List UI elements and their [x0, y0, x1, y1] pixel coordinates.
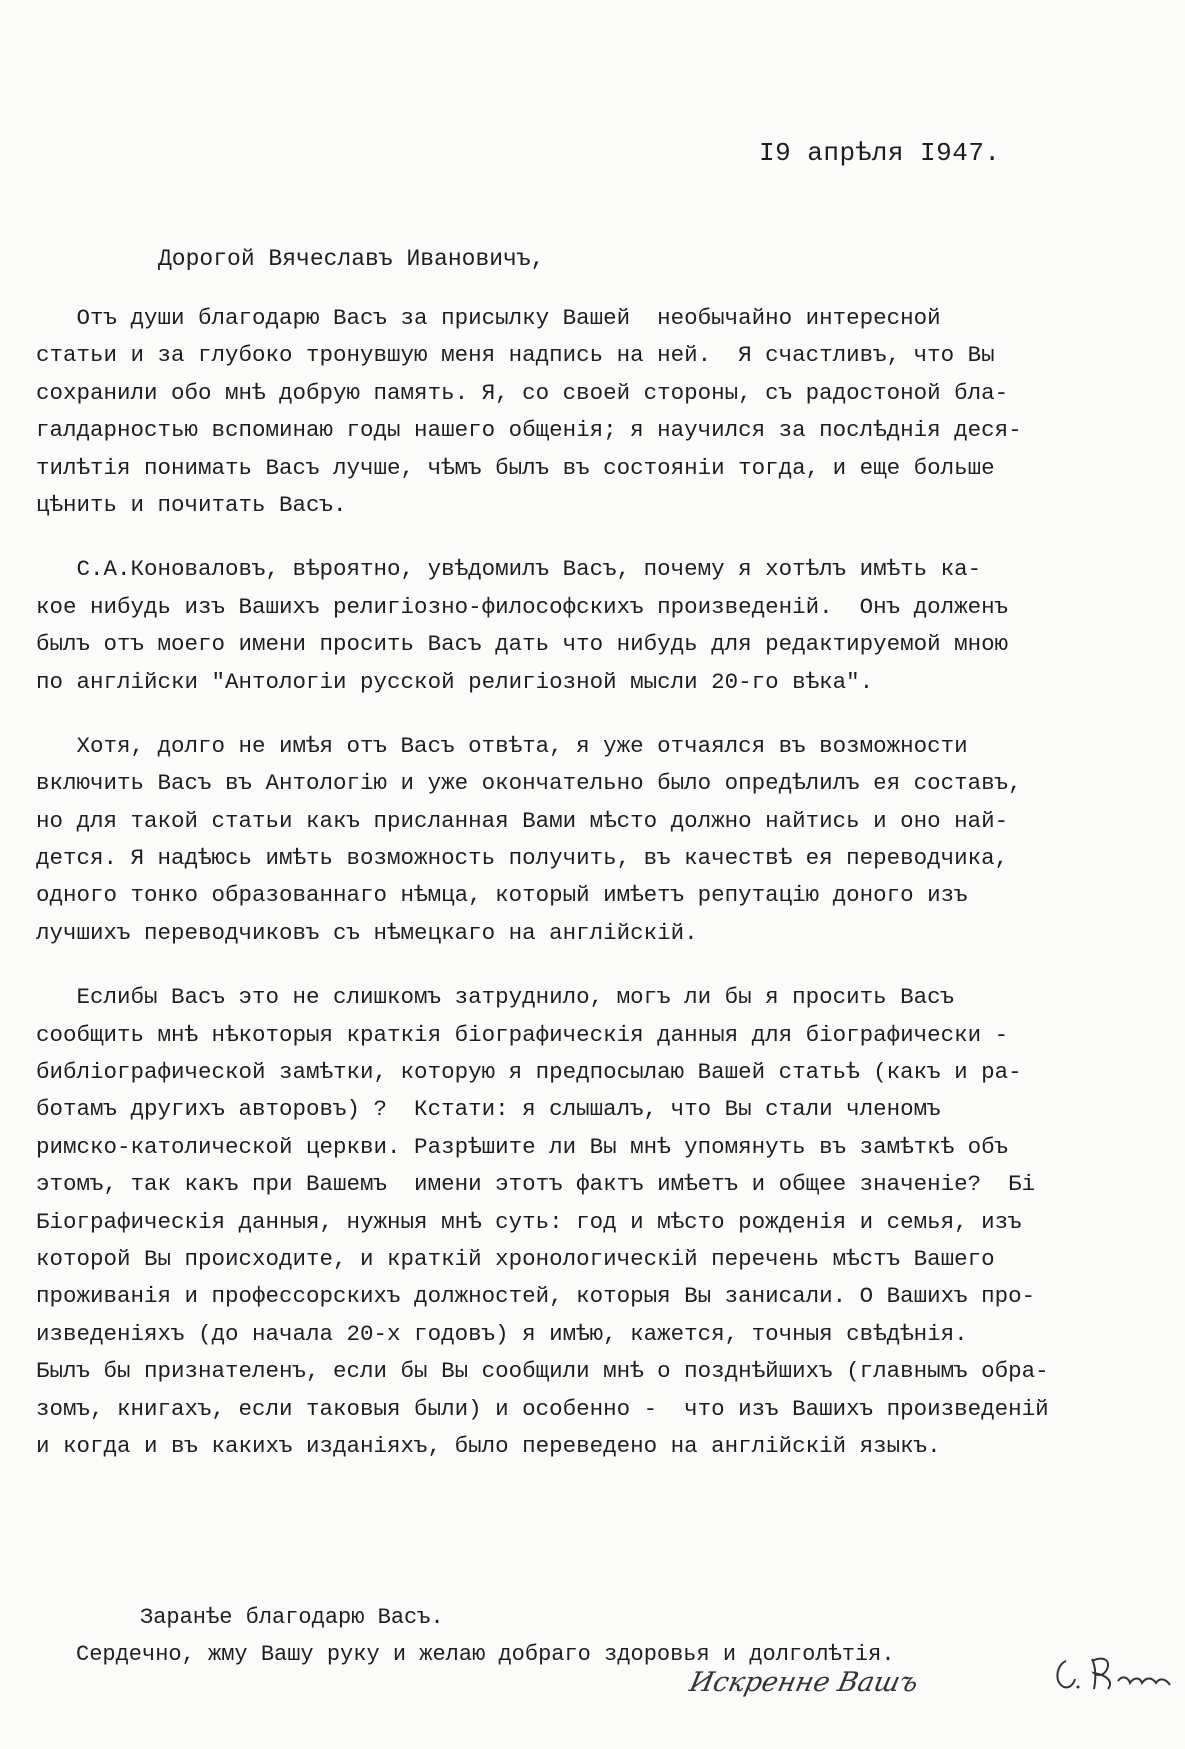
text-line: кое нибудь изъ Вашихъ религіозно-философскихъ произведеній. Онъ долженъ — [36, 593, 1009, 620]
text-line: лучшихъ переводчиковъ съ нѣмецкаго на англійскій. — [36, 919, 698, 946]
signature-mark — [1048, 1647, 1178, 1697]
text-line: и когда и въ какихъ изданіяхъ, было переведено на англійскій языкъ. — [36, 1432, 941, 1459]
closing-regards: Сердечно, жму Вашу руку и желаю добраго здоровья и долголѣтія. — [76, 1642, 895, 1667]
text-line: но для такой статьи какъ присланная Вами мѣсто должно найтись и оно най- — [36, 807, 1009, 834]
text-line: Былъ бы признателенъ, если бы Вы сообщили мнѣ о позднѣйшихъ (главнымъ обра- — [36, 1358, 1049, 1385]
text-line: сохранили обо мнѣ добрую память. Я, со своей стороны, съ радостоной бла- — [36, 379, 1009, 406]
text-line: галдарностью вспоминаю годы нашего общенія; я научился за послѣднія деся- — [36, 417, 1022, 444]
text-line: дется. Я надѣюсь имѣть возможность получить, въ качествѣ ея переводчика, — [36, 845, 1009, 872]
text-line: которой Вы происходите, и краткій хронологическій перечень мѣстъ Вашего — [36, 1245, 995, 1272]
text-line: зомъ, книгахъ, если таковыя были) и особенно - что изъ Вашихъ произведеній — [36, 1395, 1049, 1422]
text-line: римско-католической церкви. Разрѣшите ли Вы мнѣ упомянуть въ замѣткѣ объ — [36, 1133, 1009, 1160]
text-line: одного тонко образованнаго нѣмца, который имѣетъ репутацію доного изъ — [36, 882, 968, 909]
paragraph — [36, 300, 1146, 524]
paragraph — [36, 979, 1146, 1465]
text-line: проживанія и профессорскихъ должностей, которыя Вы занисали. О Вашихъ про- — [36, 1283, 1036, 1310]
handwritten-closing: Искренне Вашъ — [686, 1667, 921, 1698]
closing-thanks: Заранѣе благодарю Васъ. — [140, 1605, 444, 1630]
text-line: изведеніяхъ (до начала 20-х годовъ) я имѣю, кажется, точныя свѣдѣнія. — [36, 1320, 968, 1347]
text-line: тилѣтія понимать Васъ лучше, чѣмъ былъ въ состояніи тогда, и еще больше — [36, 454, 995, 481]
paragraph — [36, 728, 1146, 952]
text-line: Еслибы Васъ это не слишкомъ затруднило, могъ ли бы я просить Васъ — [36, 984, 955, 1011]
paragraph-gap — [36, 701, 1146, 728]
text-line: Біографическія данныя, нужныя мнѣ суть: год и мѣсто рожденія и семья, изъ — [36, 1208, 1022, 1235]
text-line: библіографической замѣтки, которую я предпосылаю Вашей статьѣ (какъ и ра- — [36, 1059, 1022, 1086]
letter-date: I9 апрѣля I947. — [759, 138, 1001, 168]
text-line: Хотя, долго не имѣя отъ Васъ отвѣта, я уже отчаялся въ возможности — [36, 732, 968, 759]
text-line: цѣнить и почитать Васъ. — [36, 491, 347, 518]
text-line: статьи и за глубоко тронувшую меня надпись на ней. Я счастливъ, что Вы — [36, 342, 995, 369]
paragraph — [36, 551, 1146, 701]
paragraph-gap — [36, 524, 1146, 551]
salutation: Дорогой Вячеславъ Ивановичъ, — [158, 246, 545, 272]
text-line: ботамъ другихъ авторовъ) ? Кстати: я слышалъ, что Вы стали членомъ — [36, 1096, 941, 1123]
text-line: Отъ души благодарю Васъ за присылку Вашей необычайно интересной — [36, 305, 941, 331]
text-line: С.А.Коноваловъ, вѣроятно, увѣдомилъ Васъ, почему я хотѣлъ имѣть ка- — [36, 556, 982, 583]
text-line: былъ отъ моего имени просить Васъ дать что нибудь для редактируемой мною — [36, 631, 1009, 658]
text-line: включить Васъ въ Антологію и уже окончательно было опредѣлилъ ея составъ, — [36, 770, 1022, 797]
letter-body — [36, 300, 1146, 1465]
text-line: этомъ, так какъ при Вашемъ имени этотъ фактъ имѣетъ и общее значеніе? Бі — [36, 1171, 1036, 1198]
text-line: по англійски "Антологіи русской религіозной мысли 20-го вѣка". — [36, 668, 874, 695]
text-line: сообщить мнѣ нѣкоторыя краткія біографическія данныя для біографически - — [36, 1021, 1009, 1048]
paragraph-gap — [36, 952, 1146, 979]
